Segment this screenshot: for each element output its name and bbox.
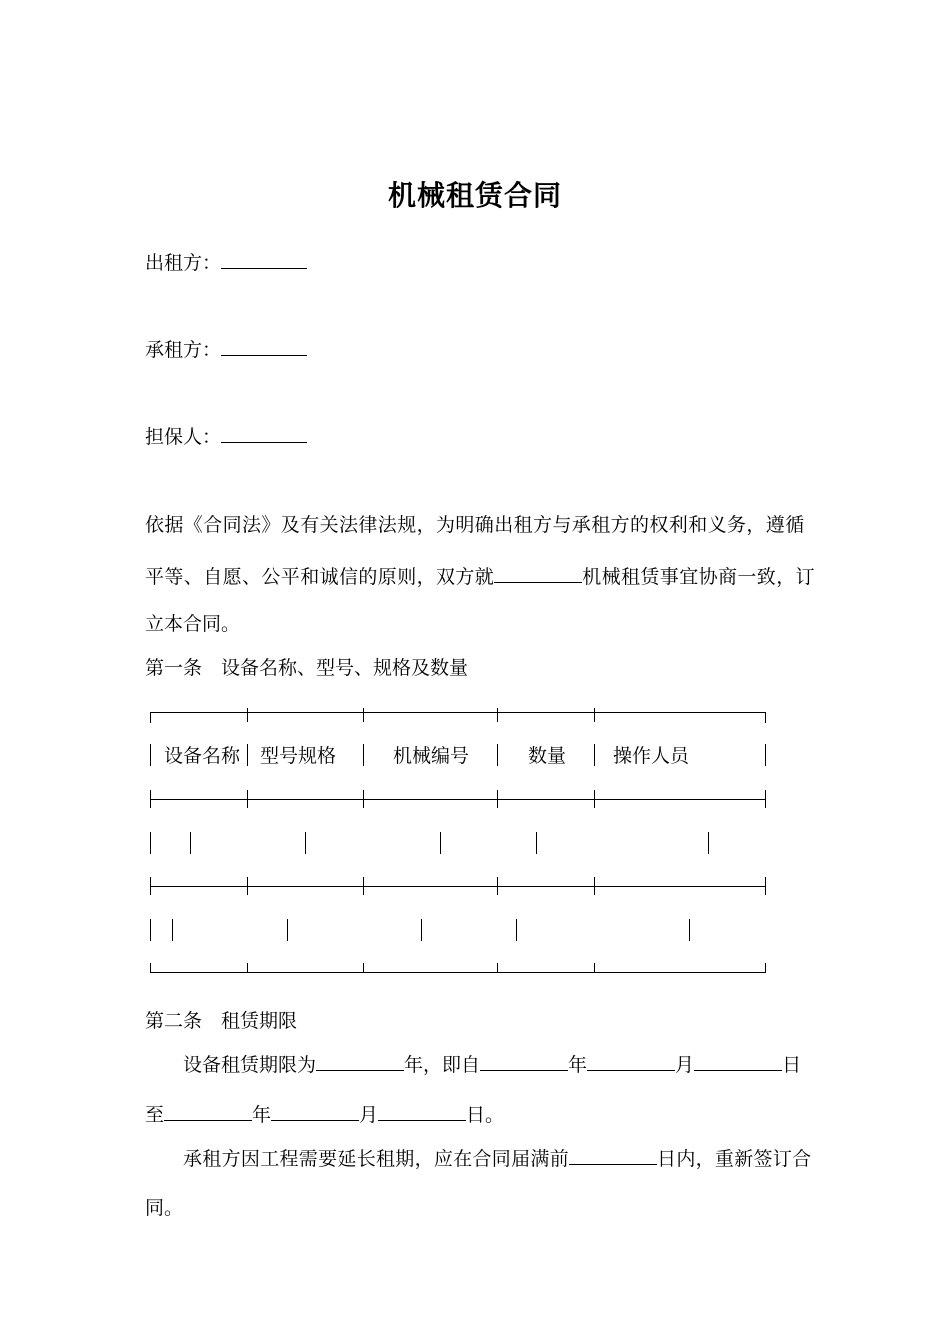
lessor-label: 出租方： bbox=[145, 252, 222, 274]
guarantor-blank[interactable] bbox=[221, 424, 307, 443]
table-border bbox=[150, 919, 151, 941]
table-separator bbox=[305, 832, 306, 854]
table-junction bbox=[594, 790, 595, 808]
table-header-model-spec: 型号规格 bbox=[260, 745, 337, 767]
table-junction bbox=[594, 963, 595, 973]
text: 年 bbox=[568, 1054, 588, 1076]
article-2-heading: 第二条 租赁期限 bbox=[145, 1010, 298, 1032]
table-separator bbox=[247, 744, 248, 766]
table-separator bbox=[689, 919, 690, 941]
table-separator bbox=[363, 744, 364, 766]
table-junction bbox=[247, 790, 248, 808]
table-header-quantity: 数量 bbox=[528, 745, 567, 767]
lessee-line bbox=[145, 337, 307, 362]
table-border bbox=[150, 790, 151, 808]
text: 至 bbox=[145, 1104, 165, 1126]
table-junction bbox=[363, 877, 364, 895]
end-year-blank[interactable] bbox=[164, 1102, 252, 1121]
preamble-text: 机械租赁事宜协商一致，订 bbox=[582, 566, 816, 588]
start-month-blank[interactable] bbox=[587, 1052, 675, 1071]
table-header-operator: 操作人员 bbox=[613, 745, 690, 767]
lessor-line bbox=[145, 250, 307, 275]
table-junction bbox=[497, 963, 498, 973]
table-separator bbox=[287, 919, 288, 941]
table-junction bbox=[247, 963, 248, 973]
table-junction bbox=[247, 877, 248, 895]
lease-term-end-line bbox=[145, 1102, 504, 1127]
table-rule-top bbox=[150, 712, 766, 713]
table-junction bbox=[497, 708, 498, 722]
table-junction bbox=[497, 790, 498, 808]
table-junction bbox=[594, 877, 595, 895]
lessee-blank[interactable] bbox=[221, 337, 307, 356]
preamble-text: 平等、自愿、公平和诚信的原则，双方就 bbox=[145, 566, 495, 588]
table-separator bbox=[594, 744, 595, 766]
term-years-blank[interactable] bbox=[316, 1052, 404, 1071]
table-separator bbox=[190, 832, 191, 854]
table-border bbox=[150, 712, 151, 723]
preamble-line-1: 依据《合同法》及有关法律法规，为明确出租方与承租方的权利和义务，遵循 bbox=[145, 514, 805, 536]
table-border bbox=[765, 963, 766, 973]
extension-days-blank[interactable] bbox=[569, 1146, 657, 1165]
table-junction bbox=[594, 708, 595, 722]
guarantor-line bbox=[145, 424, 307, 449]
end-month-blank[interactable] bbox=[271, 1102, 359, 1121]
document-title: 机械租赁合同 bbox=[387, 179, 562, 212]
table-border bbox=[150, 832, 151, 854]
start-day-blank[interactable] bbox=[694, 1052, 782, 1071]
table-border bbox=[765, 790, 766, 808]
table-border bbox=[765, 744, 766, 766]
text: 日内，重新签订合 bbox=[657, 1148, 812, 1170]
table-separator bbox=[421, 919, 422, 941]
lease-term-line bbox=[183, 1052, 801, 1077]
table-separator bbox=[708, 832, 709, 854]
table-border bbox=[765, 877, 766, 895]
table-header-machine-number: 机械编号 bbox=[393, 745, 470, 767]
table-border bbox=[765, 712, 766, 723]
table-border bbox=[150, 744, 151, 766]
table-rule bbox=[150, 799, 766, 800]
table-junction bbox=[363, 708, 364, 722]
table-junction bbox=[247, 708, 248, 722]
article-1-heading: 第一条 设备名称、型号、规格及数量 bbox=[145, 657, 469, 679]
lessee-label: 承租方： bbox=[145, 339, 222, 361]
text: 设备租赁期限为 bbox=[183, 1054, 317, 1076]
table-junction bbox=[497, 877, 498, 895]
end-day-blank[interactable] bbox=[378, 1102, 466, 1121]
text: 承租方因工程需要延长租期，应在合同届满前 bbox=[183, 1148, 570, 1170]
table-separator bbox=[497, 744, 498, 766]
table-separator bbox=[536, 832, 537, 854]
text: 年，即自 bbox=[404, 1054, 481, 1076]
table-rule bbox=[150, 886, 766, 887]
preamble-line-2 bbox=[145, 564, 815, 589]
text: 年 bbox=[252, 1104, 272, 1126]
table-header-equipment-name: 设备名称 bbox=[164, 745, 241, 767]
text: 月 bbox=[675, 1054, 695, 1076]
extension-line bbox=[183, 1146, 811, 1171]
table-border bbox=[150, 877, 151, 895]
text: 月 bbox=[359, 1104, 379, 1126]
preamble-line-3: 立本合同。 bbox=[145, 613, 241, 635]
text: 日。 bbox=[466, 1104, 505, 1126]
text: 日 bbox=[782, 1054, 802, 1076]
table-separator bbox=[440, 832, 441, 854]
equipment-blank[interactable] bbox=[494, 564, 582, 583]
table-border bbox=[150, 963, 151, 973]
equipment-table bbox=[150, 708, 768, 976]
table-separator bbox=[516, 919, 517, 941]
table-junction bbox=[363, 790, 364, 808]
lessor-blank[interactable] bbox=[221, 250, 307, 269]
start-year-blank[interactable] bbox=[480, 1052, 568, 1071]
extension-line-cont: 同。 bbox=[145, 1197, 184, 1219]
guarantor-label: 担保人： bbox=[145, 426, 222, 448]
table-junction bbox=[363, 963, 364, 973]
table-separator bbox=[172, 919, 173, 941]
table-rule-bottom bbox=[150, 972, 766, 973]
